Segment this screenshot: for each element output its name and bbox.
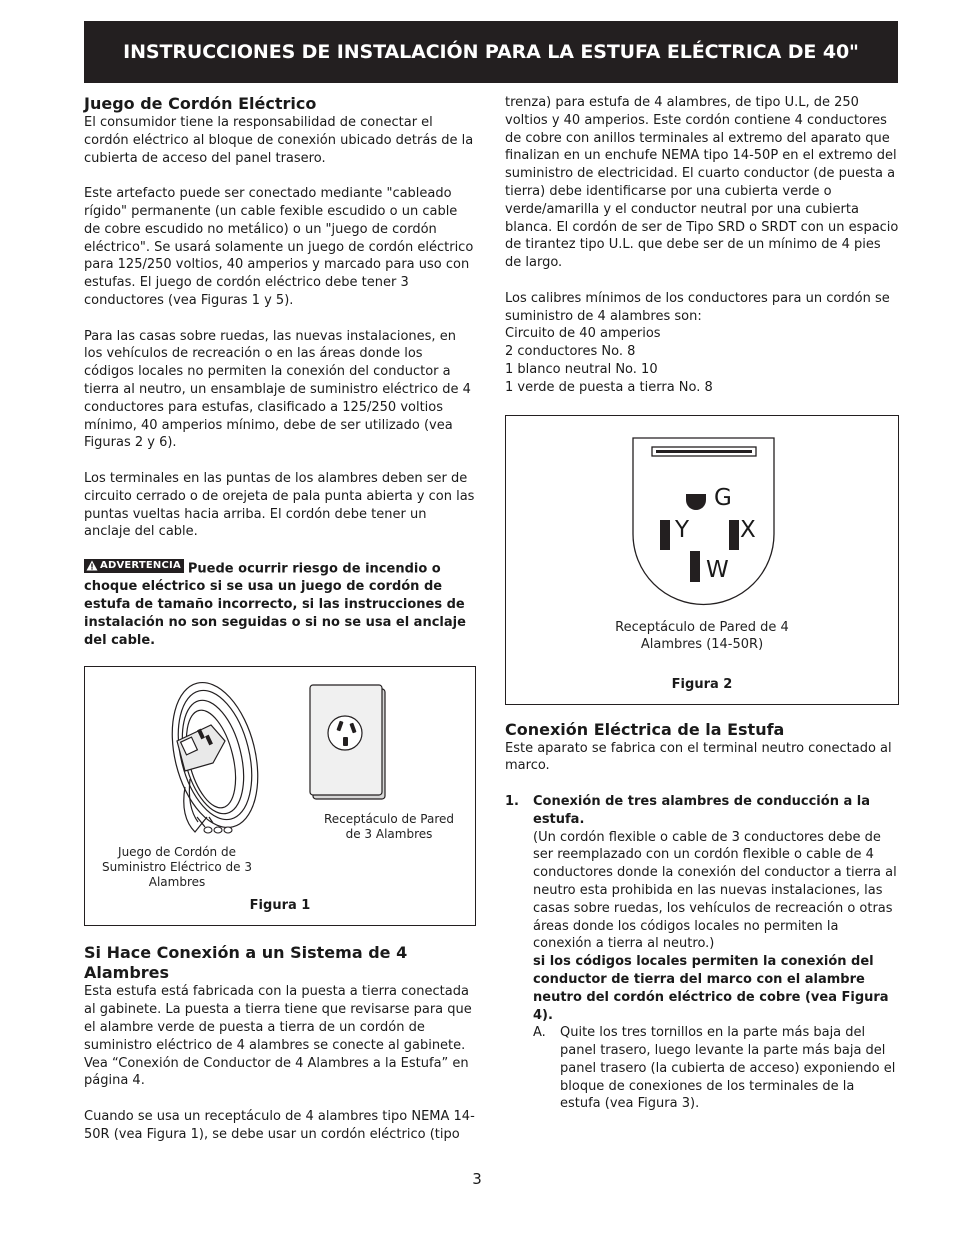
paragraph-nema: Cuando se usa un receptáculo de 4 alambres tipo NEMA 14-50R (vea Figura 1), se debe usar un cordón eléctrico (tipo [84,1108,475,1142]
list-item-three-wire [505,793,899,1024]
warning-block [84,559,476,649]
figure1-caption-cord: Juego de Cordón de Suministro Eléctrico de 3 Alambres [101,845,253,890]
gauge-list [505,290,899,397]
sub-item-letter: A. [533,1025,546,1041]
receptacle-letter-w: W [706,556,729,583]
sub-item-a [505,1024,899,1113]
figure1-caption-receptacle: Receptáculo de Pared de 3 Alambres [323,812,455,842]
heading-electrical-connection: Conexión Eléctrica de la Estufa [505,719,785,739]
four-wire-receptacle-illustration [506,416,898,616]
receptacle-letter-x: X [740,516,756,543]
paragraph-cord-spec: trenza) para estufa de 4 alambres, de tipo U.L, de 250 voltios y 40 amperios. Este cordón contiene 4 conductores de cobre con anillos terminales al extremo del aparato que finalizan en un enchufe NEMA tipo 14-50P en el extremo del suministro de electricidad. El cuarto conductor (de puesta a tierra) debe identificarse por una cubierta verde o verde/amarilla y el conductor neutral por una cubierta blanca. El cordón de ser de Tipo SRD o SRDT con un espacio de tirantez tipo U.L. que debe ser de un mínimo de 4 pies de largo. [505,95,899,271]
paragraph-mobile-homes: Para las casas sobre ruedas, las nuevas instalaciones, en los vehículos de recreación o en las áreas donde los códigos locales no permiten la conexión del conductor a tierra al neutro, un ensamblaje de suministro eléctrico de 4 conductores para estufas, clasificado a 125/250 voltios mínimo, 40 amperios mínimo, debe de ser utilizado (vea Figuras 2 y 6). [84,328,471,451]
paragraph-terminals: Los terminales en las puntas de los alambres deben ser de circuito cerrado o de orejeta de pala punta abierta y con las puntas vueltas hacia arriba. El cordón debe tener un anclaje del cable. [84,470,475,540]
figure2-label: Figura 2 [671,676,733,692]
heading-cord-set: Juego de Cordón Eléctrico [84,94,317,113]
figure1-label: Figura 1 [249,898,311,914]
paragraph-hardwire: Este artefacto puede ser conectado mediante "cableado rígido" permanente (un cable fexible escudido o un cable de cobre escudido no metálico) o un "juego de cordón eléctrico". Se usará solamente un juego de cordón eléctrico para 125/250 voltios, 40 amperios y marcado para uso con estufas. El juego de cordón eléctrico debe tener 3 conductores (vea Figuras 1 y 5). [84,186,474,308]
page-banner [84,21,898,83]
receptacle-letter-y: Y [675,516,690,543]
heading-four-wire: Si Hace Conexión a un Sistema de 4 Alambres [84,943,408,983]
figure2-caption: Receptáculo de Pared de 4 Alambres (14-50R) [615,619,789,652]
gauge-line: Circuito de 40 amperios [505,326,661,342]
gauge-line: 1 verde de puesta a tierra No. 8 [505,379,713,395]
left-column [84,94,476,1144]
paragraph-consumer: El consumidor tiene la responsabilidad de conectar el cordón eléctrico al bloque de conexión ubicado detrás de la cubierta de acceso del panel trasero. [84,115,474,166]
list-item-bold-note: si los códigos locales permiten la conexión del conductor de tierra del marco con el alambre neutro del cordón eléctrico de cobre (vea Figura 4). [533,954,889,1023]
warning-triangle-icon [86,560,98,571]
warning-badge-label: ADVERTENCIA [100,560,181,572]
figure-1 [84,666,476,926]
receptacle-letter-g: G [714,484,732,511]
list-number: 1. [505,793,519,809]
gauge-line: 1 blanco neutral No. 10 [505,361,658,377]
figure-2 [505,415,899,705]
gauge-line: Los calibres mínimos de los conductores para un cordón se suministro de 4 alambres son: [505,290,890,324]
paragraph-grounding: Esta estufa está fabricada con la puesta a tierra conectada al gabinete. La puesta a tierra tiene que revisarse para que el alambre verde de puesta a tierra de un cordón de suministro eléctrico de 4 alambres se conecte al gabinete. Vea “Conexión de Conductor de 4 Alambres a la Estufa” en página 4. [84,984,472,1089]
list-item-text: (Un cordón flexible o cable de 3 conductores debe de ser reemplazado con un cordón flexible o cable de 4 conductores donde la conexión del conductor a tierra al neutro esta prohibida en las nuevas instalaciones, las casas sobre ruedas, los vehículos de recreación o otras áreas donde los códigos locales no permiten la conexión a tierra al neutro.) [533,829,897,952]
warning-badge [84,559,184,573]
warning-text: Puede ocurrir riesgo de incendio o choque eléctrico si se usa un juego de cordón de estufa de tamaño incorrecto, si las instrucciones de instalación no son seguidas o si no se usa el anclaje del cable. [84,561,466,648]
gauge-line: 2 conductores No. 8 [505,344,636,360]
paragraph-neutral-frame: Este aparato se fabrica con el terminal neutro conectado al marco. [505,740,892,774]
right-column [505,94,899,1113]
banner-title: INSTRUCCIONES DE INSTALACIÓN PARA LA ESTUFA ELÉCTRICA DE 40" [123,41,859,63]
sub-item-text: Quite los tres tornillos en la parte más baja del panel trasero, luego levante la parte más baja del panel trasero (la cubierta de acceso) exponiendo el bloque de conexiones de los terminales de la estufa (vea Figura 3). [560,1025,896,1112]
list-item-title: Conexión de tres alambres de conducción a la estufa. [533,793,871,827]
page-number: 3 [472,1170,482,1188]
